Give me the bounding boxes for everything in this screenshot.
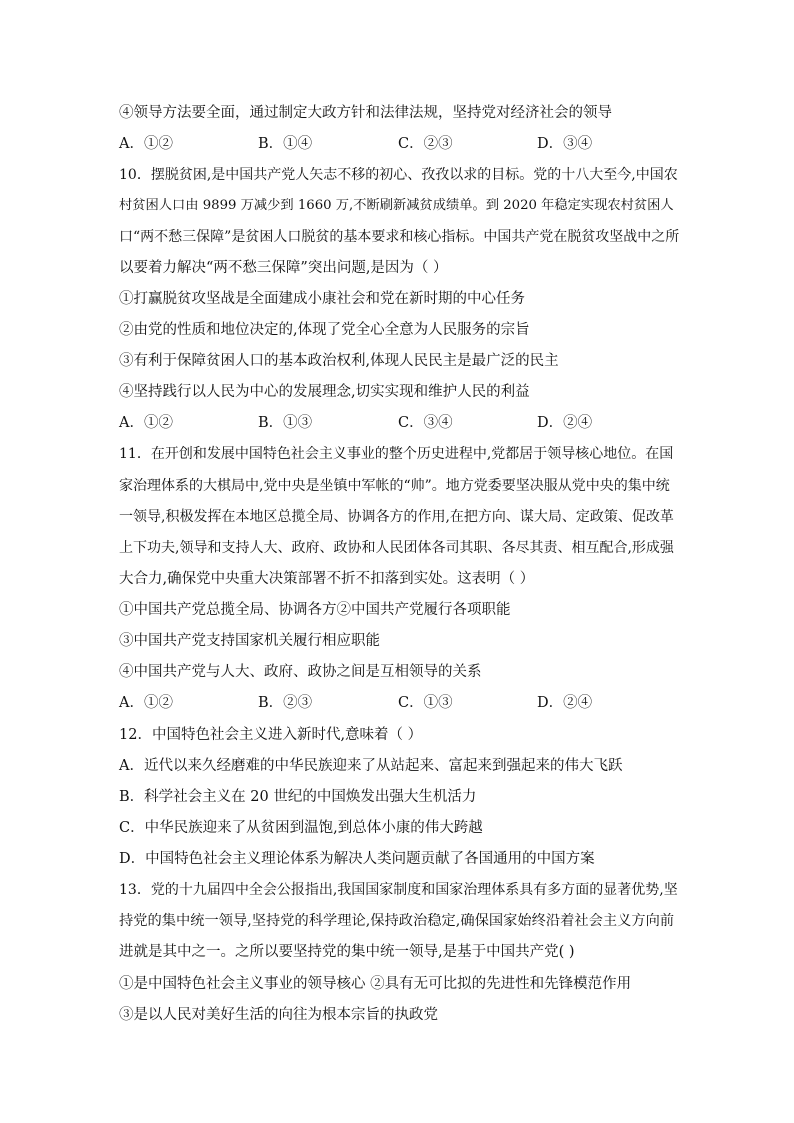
q12-stem: 12．中国特色社会主义进入新时代,意味着（ ） [119, 727, 423, 743]
q12-choice-d[interactable]: D．中国特色社会主义理论体系为解决人类问题贡献了各国通用的中国方案 [119, 851, 595, 867]
q11-item-3: ③中国共产党支持国家机关履行相应职能 [119, 633, 380, 649]
q10-item-3: ③有利于保障贫困人口的基本政治权利,体现人民民主是最广泛的民主 [119, 353, 559, 369]
q11-option-d[interactable]: D．②④ [537, 695, 593, 711]
q11-item-1-2: ①中国共产党总揽全局、协调各方②中国共产党履行各项职能 [119, 602, 511, 618]
q11-stem-line: 家治理体系的大棋局中,党中央是坐镇中军帐的“帅”。地方党委要坚决服从党中央的集中统 [119, 478, 670, 494]
q10-stem-line: 以要着力解决“两不愁三保障”突出问题,是因为（ ） [119, 260, 448, 276]
q10-option-b[interactable]: B．①③ [258, 415, 313, 431]
q12-choice-b[interactable]: B．科学社会主义在 20 世纪的中国焕发出强大生机活力 [119, 789, 477, 805]
q11-option-b[interactable]: B．②③ [258, 695, 313, 711]
q13-stem-line: 进就是其中之一。之所以要坚持党的集中统一领导,是基于中国共产党( ) [119, 944, 575, 960]
q9-option-c[interactable]: C．②③ [398, 136, 453, 152]
q11-item-4: ④中国共产党与人大、政府、政协之间是互相领导的关系 [119, 664, 482, 680]
q11-stem-line: 11．在开创和发展中国特色社会主义事业的整个历史进程中,党都居于领导核心地位。在国 [119, 446, 674, 462]
q10-option-a[interactable]: A．①② [119, 415, 173, 431]
q12-choice-a[interactable]: A．近代以来久经磨难的中华民族迎来了从站起来、富起来到强起来的伟大飞跃 [119, 758, 623, 774]
q10-option-d[interactable]: D．②④ [537, 415, 593, 431]
q10-item-2: ②由党的性质和地位决定的,体现了党全心全意为人民服务的宗旨 [119, 322, 530, 338]
q10-stem-line: 口“两不愁三保障”是贫困人口脱贫的基本要求和核心指标。中国共产党在脱贫攻坚战中之所 [119, 229, 680, 245]
q13-item-3: ③是以人民对美好生活的向往为根本宗旨的执政党 [119, 1007, 438, 1023]
q9-option-d[interactable]: D．③④ [537, 136, 593, 152]
q9-options [119, 134, 679, 154]
q11-stem-line: 上下功夫,领导和支持人大、政府、政协和人民团体各司其职、各尽其责、相互配合,形成强 [119, 540, 674, 556]
q11-option-c[interactable]: C．①③ [398, 695, 453, 711]
q11-options [119, 693, 679, 713]
q10-options [119, 413, 679, 433]
q11-option-a[interactable]: A．①② [119, 695, 173, 711]
q12-choice-c[interactable]: C．中华民族迎来了从贫困到温饱,到总体小康的伟大跨越 [119, 820, 483, 836]
q9-option-a[interactable]: A．①② [119, 136, 173, 152]
q10-stem-line: 村贫困人口由 9899 万减少到 1660 万,不断刷新减贫成绩单。到 2020 年稳定实现农村贫困人 [119, 198, 674, 213]
q11-stem-line: 一领导,积极发挥在本地区总揽全局、协调各方的作用,在把方向、谋大局、定政策、促改革 [119, 509, 674, 525]
q10-item-4: ④坚持践行以人民为中心的发展理念,切实实现和维护人民的利益 [119, 384, 530, 400]
q13-item-1-2: ①是中国特色社会主义事业的领导核心 ②具有无可比拟的先进性和先锋模范作用 [119, 976, 632, 992]
q9-option-b[interactable]: B．①④ [258, 136, 313, 152]
q13-stem-line: 持党的集中统一领导,坚持党的科学理论,保持政治稳定,确保国家始终沿着社会主义方向前 [119, 913, 675, 929]
q10-item-1: ①打赢脱贫攻坚战是全面建成小康社会和党在新时期的中心任务 [119, 291, 525, 307]
q10-stem-line: 10．摆脱贫困,是中国共产党人矢志不移的初心、孜孜以求的目标。党的十八大至今,中国农 [119, 167, 678, 183]
q13-stem-line: 13．党的十九届四中全会公报指出,我国国家制度和国家治理体系具有多方面的显著优势,坚 [119, 882, 678, 898]
q10-option-c[interactable]: C．③④ [398, 415, 453, 431]
q9-item-4: ④领导方法要全面，通过制定大政方针和法律法规，坚持党对经济社会的领导 [119, 105, 612, 121]
q11-stem-line: 大合力,确保党中央重大决策部署不折不扣落到实处。这表明（ ） [119, 571, 535, 587]
